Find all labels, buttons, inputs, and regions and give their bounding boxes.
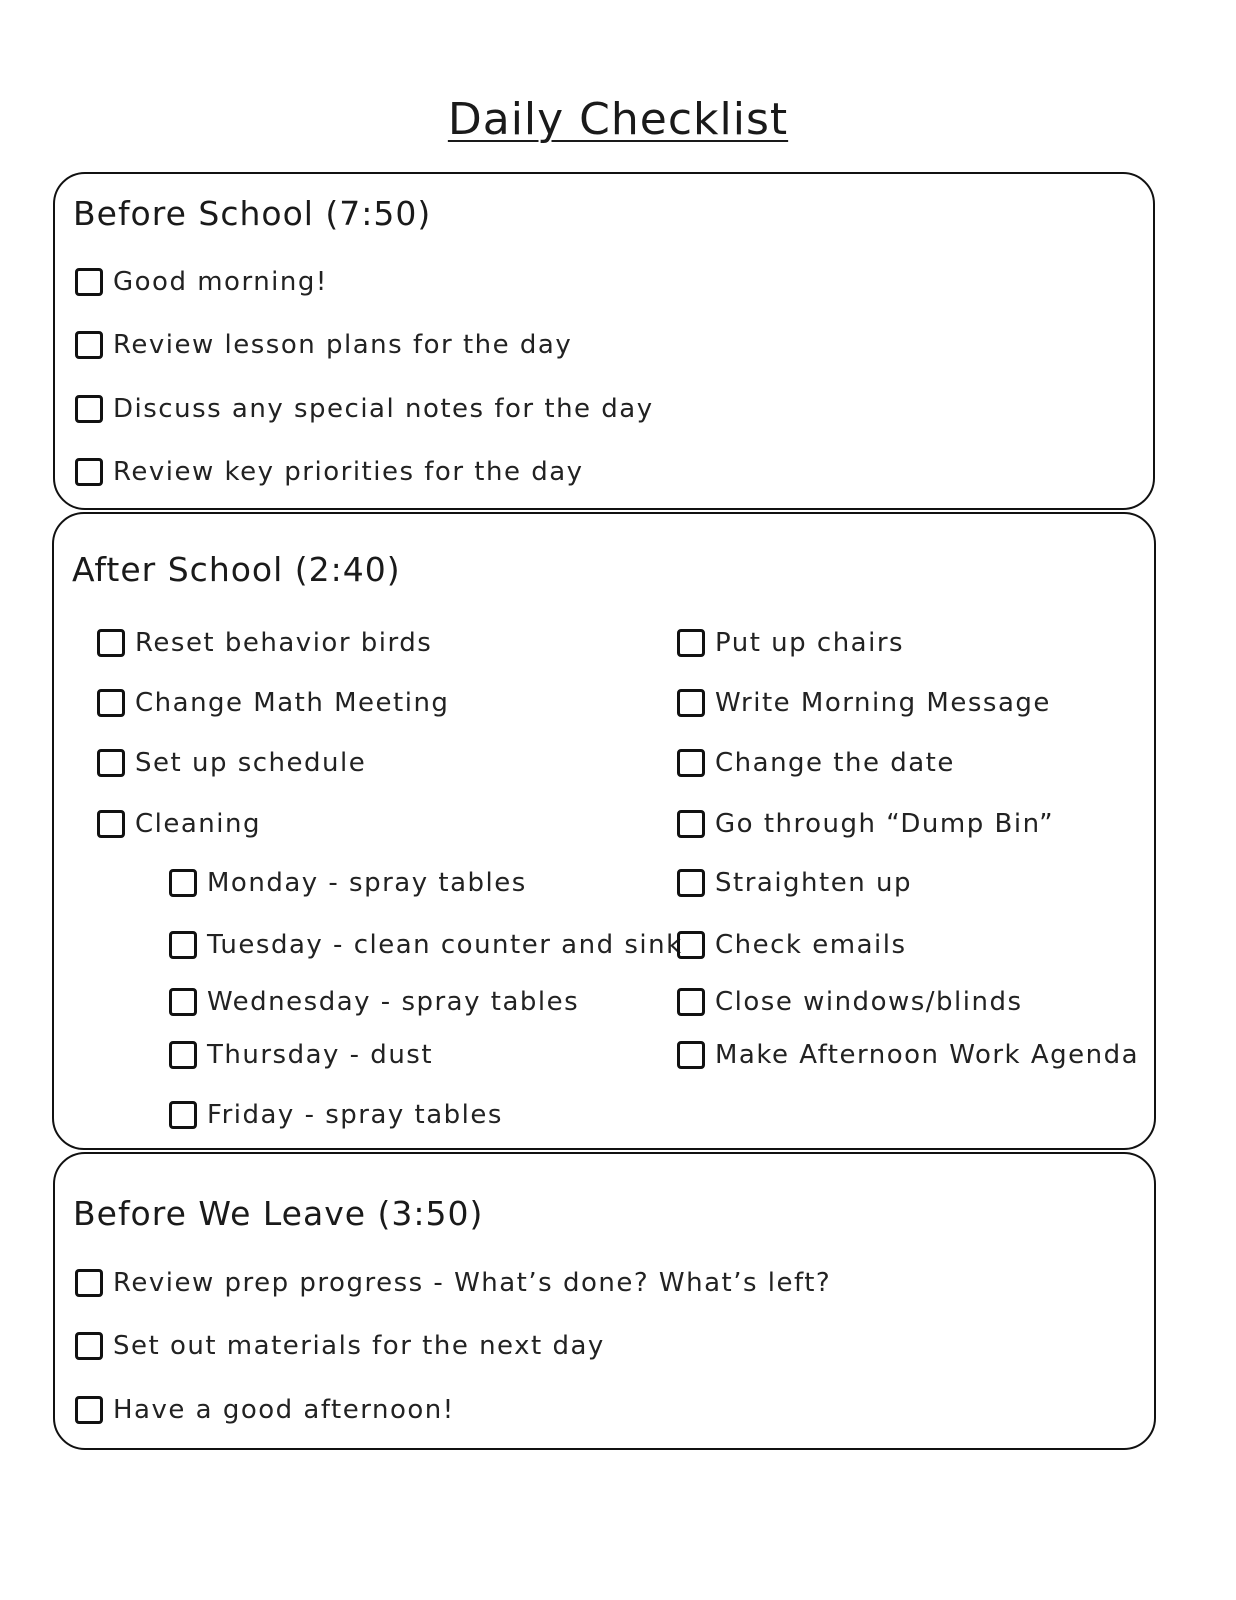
item-label: Change the date xyxy=(715,748,955,778)
checkbox-icon[interactable] xyxy=(677,749,705,777)
item-label: Good morning! xyxy=(113,267,328,297)
item-label: Write Morning Message xyxy=(715,688,1051,718)
checklist-item[interactable] xyxy=(677,927,907,963)
item-label: Friday - spray tables xyxy=(207,1100,503,1130)
checkbox-icon[interactable] xyxy=(75,1269,103,1297)
checkbox-icon[interactable] xyxy=(169,1041,197,1069)
item-label: Check emails xyxy=(715,930,907,960)
checkbox-icon[interactable] xyxy=(97,749,125,777)
checkbox-icon[interactable] xyxy=(677,689,705,717)
checkbox-icon[interactable] xyxy=(169,988,197,1016)
item-label: Close windows/blinds xyxy=(715,987,1023,1017)
item-label: Change Math Meeting xyxy=(135,688,450,718)
checkbox-icon[interactable] xyxy=(677,810,705,838)
checkbox-icon[interactable] xyxy=(169,931,197,959)
cleaning-subitem[interactable] xyxy=(169,984,579,1020)
item-label: Set out materials for the next day xyxy=(113,1331,605,1361)
checklist-item[interactable] xyxy=(677,984,1023,1020)
item-label: Tuesday - clean counter and sink xyxy=(207,930,683,960)
checklist-item[interactable] xyxy=(75,327,572,363)
checkbox-icon[interactable] xyxy=(677,629,705,657)
item-label: Have a good afternoon! xyxy=(113,1395,455,1425)
checkbox-icon[interactable] xyxy=(75,1332,103,1360)
before-school-section xyxy=(53,172,1155,510)
checklist-item[interactable] xyxy=(677,745,955,781)
checklist-item[interactable] xyxy=(677,1037,1139,1073)
checklist-item[interactable] xyxy=(677,685,1051,721)
checklist-item[interactable] xyxy=(75,391,654,427)
cleaning-subitem[interactable] xyxy=(169,1037,433,1073)
section-heading: Before We Leave (3:50) xyxy=(73,1194,484,1233)
item-label: Review key priorities for the day xyxy=(113,457,584,487)
checklist-item[interactable] xyxy=(75,1328,605,1364)
checkbox-icon[interactable] xyxy=(97,689,125,717)
page-title xyxy=(0,90,1236,150)
item-label: Discuss any special notes for the day xyxy=(113,394,654,424)
item-label: Review prep progress - What’s done? What’s left? xyxy=(113,1268,832,1298)
item-label: Monday - spray tables xyxy=(207,868,527,898)
checkbox-icon[interactable] xyxy=(75,395,103,423)
item-label: Thursday - dust xyxy=(207,1040,434,1070)
checkbox-icon[interactable] xyxy=(677,869,705,897)
before-we-leave-section xyxy=(53,1152,1156,1450)
item-label: Straighten up xyxy=(715,868,912,898)
after-school-section xyxy=(52,512,1156,1150)
checklist-item[interactable] xyxy=(97,625,432,661)
cleaning-subitem[interactable] xyxy=(169,1097,503,1133)
checklist-item[interactable] xyxy=(75,264,328,300)
item-label: Put up chairs xyxy=(715,628,905,658)
checklist-item[interactable] xyxy=(677,806,1054,842)
item-label: Set up schedule xyxy=(135,748,367,778)
checkbox-icon[interactable] xyxy=(75,1396,103,1424)
checkbox-icon[interactable] xyxy=(75,331,103,359)
checklist-item[interactable] xyxy=(97,685,449,721)
checkbox-icon[interactable] xyxy=(97,810,125,838)
section-heading: After School (2:40) xyxy=(72,550,401,589)
cleaning-subitem[interactable] xyxy=(169,865,527,901)
checklist-item[interactable] xyxy=(75,454,584,490)
checklist-item[interactable] xyxy=(97,745,366,781)
checkbox-icon[interactable] xyxy=(677,988,705,1016)
checkbox-icon[interactable] xyxy=(97,629,125,657)
item-label: Review lesson plans for the day xyxy=(113,330,573,360)
item-label: Reset behavior birds xyxy=(135,628,433,658)
cleaning-subitem[interactable] xyxy=(169,927,683,963)
item-label: Cleaning xyxy=(135,809,261,839)
page-title-text: Daily Checklist xyxy=(447,94,789,145)
checklist-item[interactable] xyxy=(97,806,261,842)
item-label: Make Afternoon Work Agenda xyxy=(715,1040,1140,1070)
item-label: Go through “Dump Bin” xyxy=(715,809,1055,839)
checklist-item[interactable] xyxy=(677,865,912,901)
checklist-item[interactable] xyxy=(677,625,904,661)
section-heading: Before School (7:50) xyxy=(73,194,432,233)
checkbox-icon[interactable] xyxy=(677,1041,705,1069)
checkbox-icon[interactable] xyxy=(75,458,103,486)
checklist-item[interactable] xyxy=(75,1392,455,1428)
checkbox-icon[interactable] xyxy=(75,268,103,296)
item-label: Wednesday - spray tables xyxy=(207,987,580,1017)
checkbox-icon[interactable] xyxy=(677,931,705,959)
checkbox-icon[interactable] xyxy=(169,869,197,897)
checklist-item[interactable] xyxy=(75,1265,831,1301)
checkbox-icon[interactable] xyxy=(169,1101,197,1129)
